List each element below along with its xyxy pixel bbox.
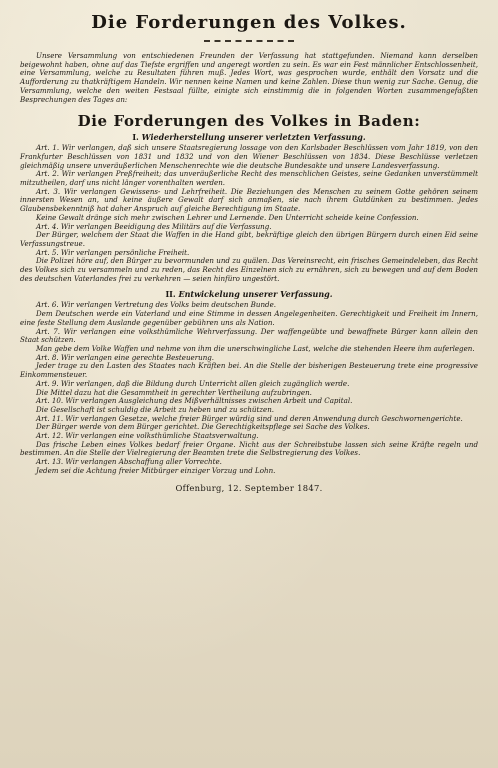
paragraph: Art. 7. Wir verlangen eine volksthümliche Wehrverfassung. Der waffengeübte und bewaffnete Bürger kann allein den Staat schützen. (20, 326, 478, 345)
intro-paragraph: Unsere Versammlung von entschiedenen Freunden der Verfassung hat stattgefunden. Niemand kann derselben beigewohnt haben, ohne auf das Tiefste ergriffen und angeregt worden zu sein. Es war ein Fest männlicher Entschlossenheit, eine Versammlung, welche zu Resultaten führen muß. Jedes Wort, was gesprochen wurde, enthält den Vorsatz und die Aufforderung zu thatkräftigem Handeln. Wir nennen keine Namen und keine Zahlen. Diese thun wenig zur Sache. Genug, die Versammlung, welche den weiten Festsaal füllte, einigte sich einstimmig die in folgenden Worten zusammengefaßten Besprechungen des Tages an: (20, 51, 478, 104)
section-2-body (20, 301, 478, 475)
paragraph: Die Gesellschaft ist schuldig die Arbeit zu heben und zu schützen. (36, 404, 275, 414)
section-number: II. (165, 289, 176, 300)
paragraph: Jeder trage zu den Lasten des Staates nach Kräften bei. An die Stelle der bisherigen Besteuerung trete eine progressive Einkommensteuer. (20, 361, 478, 380)
paragraph: Das frische Leben eines Volkes bedarf freier Organe. Nicht aus der Schreibstube lassen sich seine Kräfte regeln und bestimmen. An die Stelle der Vielregierung der Beamten trete die Selbstregierung des Volkes. (20, 439, 478, 458)
section-label: Wiederherstellung unserer verletzten Verfassung. (141, 132, 366, 143)
paragraph: Der Bürger, welchem der Staat die Waffen in die Hand gibt, bekräftige gleich den übrigen Bürgern durch einen Eid seine Verfassungstreue. (20, 230, 478, 248)
section-label: Entwickelung unserer Verfassung. (178, 289, 333, 300)
paragraph: Art. 12. Wir verlangen eine volksthümliche Staatsverwaltung. (36, 431, 259, 441)
paragraph: Die Polizei höre auf, den Bürger zu bevormunden und zu quälen. Das Vereinsrecht, ein frisches Gemeindeleben, das Recht des Volkes sich zu versammeln und zu reden, das Recht des Einzelnen sich zu ernähren, sich zu bewegen und auf dem Boden des deutschen Vaterlandes frei zu verkehren — seien hinfüro ungestört. (20, 256, 478, 283)
document-title: Die Forderungen des Volkes. (91, 12, 407, 33)
paragraph: Art. 10. Wir verlangen Ausgleichung des Mißverhältnisses zwischen Arbeit und Capital. (36, 396, 353, 406)
paragraph: Jedem sei die Achtung freier Mitbürger einziger Vorzug und Lohn. (36, 465, 276, 475)
paragraph: Art. 5. Wir verlangen persönliche Freiheit. (36, 247, 190, 257)
paragraph: Art. 4. Wir verlangen Beeidigung des Militärs auf die Verfassung. (36, 221, 272, 231)
section-heading-2 (20, 289, 478, 299)
paragraph: Die Mittel dazu hat die Gesammtheit in gerechter Vertheilung aufzubringen. (36, 387, 312, 397)
paragraph: Man gebe dem Volke Waffen und nehme von ihm die unerschwingliche Last, welche die stehenden Heere ihm auferlegen. (36, 343, 475, 353)
section-1-body (20, 144, 478, 283)
place-date-signature: Offenburg, 12. September 1847. (175, 482, 323, 493)
title-divider (204, 40, 294, 42)
section-heading-1 (20, 132, 478, 142)
paragraph: Art. 1. Wir verlangen, daß sich unsere Staatsregierung lossage von den Karlsbader Beschlüssen vom Jahr 1819, von den Frankfurter Beschlüssen von 1831 und 1832 und von den Wiener Beschlüssen von 1834. Diese Beschlüsse verletzen gleichmäßig unsere unveräußerlichen Menschenrechte wie die deutsche Bundesakte und unsere Landesverfassung. (20, 143, 478, 170)
paragraph: Art. 3. Wir verlangen Gewissens- und Lehrfreiheit. Die Beziehungen des Menschen zu seinem Gotte gehören seinem innersten Wesen an, und keine äußere Gewalt darf sich anmaßen, sie nach ihrem Gutdünken zu bestimmen. Jedes Glaubensbekenntniß hat daher Anspruch auf gleiche Berechtigung im Staate. (20, 186, 478, 214)
section-number: I. (132, 132, 139, 143)
paragraph: Keine Gewalt dränge sich mehr zwischen Lehrer und Lernende. Den Unterricht scheide keine Confession. (36, 212, 419, 222)
paragraph: Art. 2. Wir verlangen Preßfreiheit; das unveräußerliche Recht des menschlichen Geistes, seine Gedanken unverstümmelt mitzutheilen, darf uns nicht länger vorenthalten werden. (20, 169, 478, 188)
paragraph: Dem Deutschen werde ein Vaterland und eine Stimme in dessen Angelegenheiten. Gerechtigkeit und Freiheit im Innern, eine feste Stellung dem Auslande gegenüber gebühren uns als Nation. (20, 309, 478, 327)
paragraph: Art. 11. Wir verlangen Gesetze, welche freier Bürger würdig sind und deren Anwendung durch Geschwornengerichte. (36, 413, 463, 423)
paragraph: Der Bürger werde von dem Bürger gerichtet. Die Gerechtigkeitspflege sei Sache des Volkes. (36, 422, 370, 432)
paragraph: Art. 8. Wir verlangen eine gerechte Besteuerung. (36, 352, 215, 362)
paragraph: Art. 9. Wir verlangen, daß die Bildung durch Unterricht allen gleich zugänglich werde. (36, 378, 350, 388)
document-subtitle: Die Forderungen des Volkes in Baden: (77, 112, 421, 131)
paragraph: Art. 13. Wir verlangen Abschaffung aller Vorrechte. (36, 457, 222, 467)
paragraph: Art. 6. Wir verlangen Vertretung des Volks beim deutschen Bunde. (36, 300, 277, 310)
